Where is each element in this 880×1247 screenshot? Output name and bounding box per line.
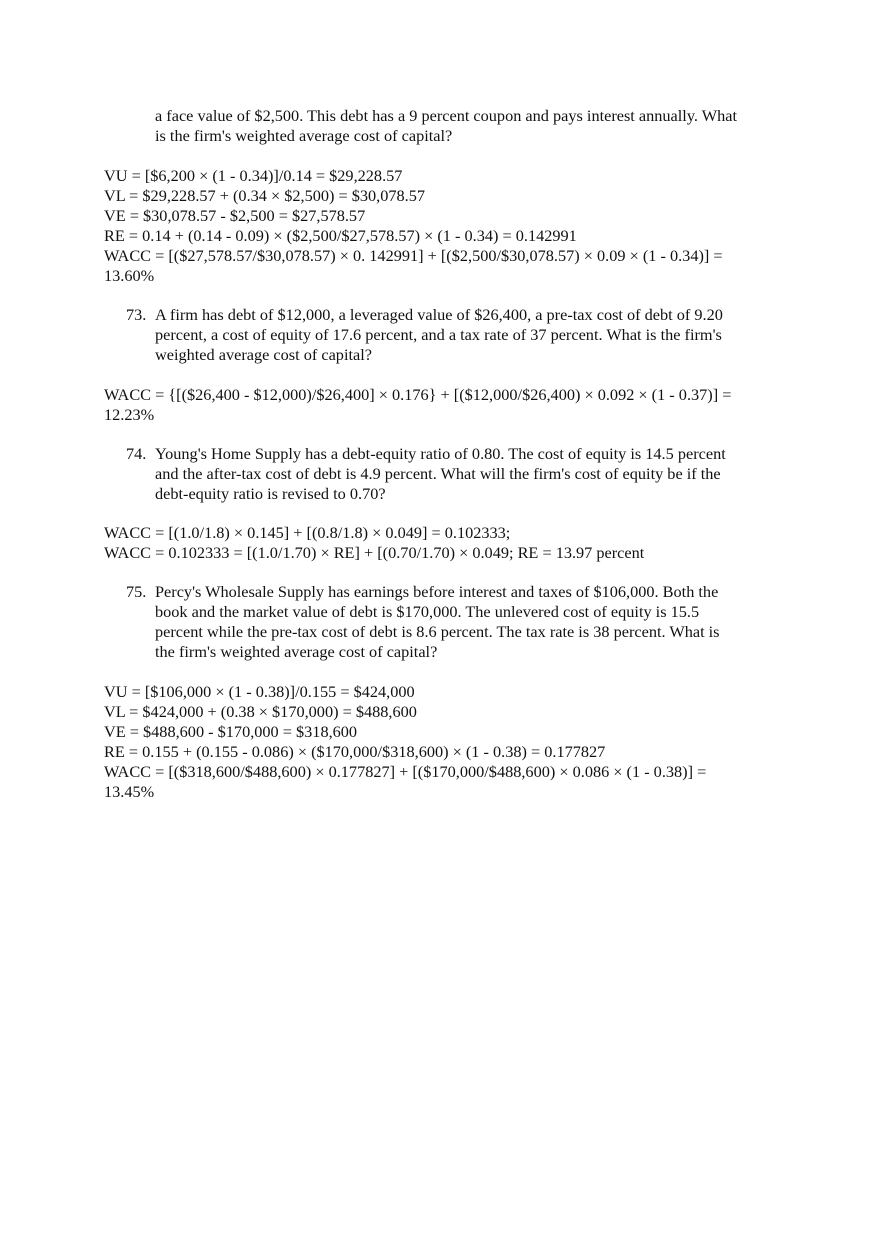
question-72-line: a face value of $2,500. This debt has a 9 percent coupon and pays interest annually. What bbox=[155, 106, 738, 125]
question-75-number: 75. bbox=[126, 582, 147, 601]
answer-72-line: VE = $30,078.57 - $2,500 = $27,578.57 bbox=[104, 206, 366, 225]
question-72-continuation bbox=[155, 106, 795, 146]
question-75-line bbox=[126, 582, 786, 602]
answer-72-line: VL = $29,228.57 + (0.34 × $2,500) = $30,078.57 bbox=[104, 186, 426, 205]
question-74-number: 74. bbox=[126, 444, 147, 463]
answer-75-line: WACC = [($318,600/$488,600) × 0.177827] + [($170,000/$488,600) × 0.086 × (1 - 0.38)] = bbox=[104, 762, 707, 781]
answer-75-line: VU = [$106,000 × (1 - 0.38)]/0.155 = $424,000 bbox=[104, 682, 415, 701]
answer-74-line: WACC = [(1.0/1.8) × 0.145] + [(0.8/1.8) × 0.049] = 0.102333; bbox=[104, 523, 511, 542]
answer-75-line: 13.45% bbox=[104, 782, 155, 801]
answer-73 bbox=[104, 385, 784, 425]
question-75 bbox=[126, 582, 786, 662]
question-75-text: Percy's Wholesale Supply has earnings before interest and taxes of $106,000. Both the bbox=[155, 582, 719, 601]
question-74 bbox=[126, 444, 786, 504]
question-72-line: is the firm's weighted average cost of capital? bbox=[155, 126, 453, 145]
answer-72-line: WACC = [($27,578.57/$30,078.57) × 0. 142991] + [($2,500/$30,078.57) × 0.09 × (1 - 0.34)] = bbox=[104, 246, 723, 265]
question-75-line: book and the market value of debt is $170,000. The unlevered cost of equity is 15.5 bbox=[155, 602, 700, 621]
answer-74 bbox=[104, 523, 784, 563]
answer-75-line: VL = $424,000 + (0.38 × $170,000) = $488,600 bbox=[104, 702, 417, 721]
answer-75 bbox=[104, 682, 784, 802]
answer-73-line: 12.23% bbox=[104, 405, 155, 424]
question-73-line bbox=[126, 305, 786, 325]
answer-72-line: VU = [$6,200 × (1 - 0.34)]/0.14 = $29,228.57 bbox=[104, 166, 403, 185]
question-73-line: percent, a cost of equity of 17.6 percent, and a tax rate of 37 percent. What is the firm's bbox=[155, 325, 722, 344]
question-74-line bbox=[126, 444, 786, 464]
question-73-line: weighted average cost of capital? bbox=[155, 345, 372, 364]
question-73-number: 73. bbox=[126, 305, 147, 324]
answer-72-line: 13.60% bbox=[104, 266, 155, 285]
question-75-line: percent while the pre-tax cost of debt is 8.6 percent. The tax rate is 38 percent. What is bbox=[155, 622, 720, 641]
answer-75-line: RE = 0.155 + (0.155 - 0.086) × ($170,000/$318,600) × (1 - 0.38) = 0.177827 bbox=[104, 742, 606, 761]
question-75-line: the firm's weighted average cost of capital? bbox=[155, 642, 438, 661]
question-74-text: Young's Home Supply has a debt-equity ratio of 0.80. The cost of equity is 14.5 percent bbox=[155, 444, 726, 463]
question-73-text: A firm has debt of $12,000, a leveraged value of $26,400, a pre-tax cost of debt of 9.20 bbox=[155, 305, 723, 324]
question-73 bbox=[126, 305, 786, 365]
answer-73-line: WACC = {[($26,400 - $12,000)/$26,400] × 0.176} + [($12,000/$26,400) × 0.092 × (1 - 0.37)] = bbox=[104, 385, 732, 404]
answer-72 bbox=[104, 166, 784, 286]
answer-74-line: WACC = 0.102333 = [(1.0/1.70) × RE] + [(0.70/1.70) × 0.049; RE = 13.97 percent bbox=[104, 543, 645, 562]
answer-75-line: VE = $488,600 - $170,000 = $318,600 bbox=[104, 722, 358, 741]
question-74-line: and the after-tax cost of debt is 4.9 percent. What will the firm's cost of equity be if the bbox=[155, 464, 721, 483]
question-74-line: debt-equity ratio is revised to 0.70? bbox=[155, 484, 386, 503]
answer-72-line: RE = 0.14 + (0.14 - 0.09) × ($2,500/$27,578.57) × (1 - 0.34) = 0.142991 bbox=[104, 226, 577, 245]
